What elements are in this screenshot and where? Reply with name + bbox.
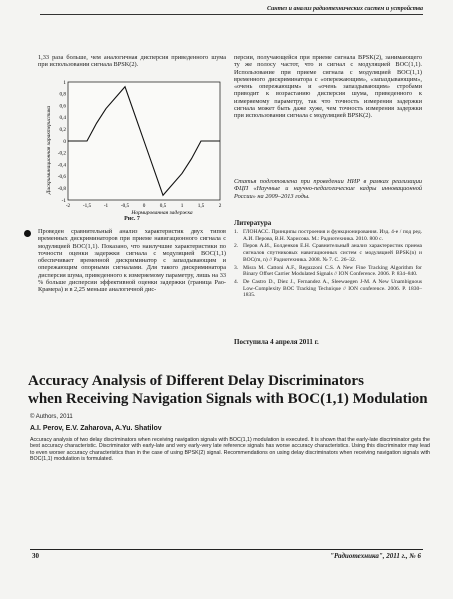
y-tick-label: 0	[63, 138, 66, 145]
left-body-paragraph: Проведен сравнительный анализ характеристик двух типов временных дискриминаторов при приеме навигационного сигнала с модуляцией BOC(1,1). Показано, что наилучшие характеристики по точности оценки задержки сигнала с модуляцией BOC(1,1) обеспечивает временной дискриминатор с запаздывающим и опережающим опорными сигналами. Для такого дискриминатора дисперсия шума, приведенного к измеряемому параметру, лишь на 33 % больше дисперсии эффективной оценки задержки (граница Рао-Крамера) и в 2,25 меньше аналогичной дис-	[38, 228, 226, 294]
y-tick-label: -0,6	[57, 174, 66, 181]
discriminator-chart	[38, 74, 226, 224]
running-header: Синтез и анализ радиотехнических систем и устройства	[40, 6, 423, 15]
y-tick-label: -1	[61, 197, 66, 204]
right-body-paragraph: персии, получающейся при приеме сигнала BPSK(2), занимающего ту же полосу частот, что и сигнал с модуляцией BOC(1,1). Использование при приеме сигнала с модуляцией BOC(1,1) временного дискриминатора с «опережающим», «запаздывающим», «очень опережающим» и «очень запаздывающим» стробами приводит к возрастанию дисперсия шума, приведенного к измеряемому параметру, так что точность измерения задержки сигнала может быть даже хуже, чем точность измерения задержки при использовании сигнала с модуляцией BPSK(2).	[234, 54, 422, 120]
x-tick-label: 1	[180, 203, 184, 209]
x-tick-label: 0,5	[159, 203, 167, 209]
x-tick-label: 0	[142, 203, 146, 209]
bullet-marker	[24, 230, 31, 237]
x-tick-label: -1,5	[82, 203, 92, 209]
reference-item: 4. De Castro D., Diez J., Fernandez A., Sleewaegen J-M. A New Unambiguous Low-Complexity BOC Tracking Technique // ION conference. 2006. P. 1830–1835.	[234, 278, 422, 299]
x-tick-label: -2	[65, 203, 71, 209]
y-tick-label: 0,6	[59, 103, 66, 110]
english-title	[28, 372, 448, 408]
journal-name: "Радиотехника", 2011 г., № 6	[330, 552, 421, 560]
reference-item: 1. ГЛОНАСС. Принципы построения и функционирования. Изд. 4-е / под ред. А.И. Перова, В.Н. Харисова. М.: Радиотехника. 2010. 800 с.	[234, 229, 422, 242]
x-tick-label: 1,5	[197, 203, 205, 209]
footer-rule	[30, 549, 423, 550]
y-tick-label: 0,8	[59, 91, 66, 98]
x-tick-label: 2	[218, 203, 222, 209]
y-tick-label: -0,4	[57, 162, 66, 169]
y-tick-label: -0,8	[57, 186, 66, 192]
chart-xlabel: Нормированная задержка	[131, 210, 193, 216]
references-heading: Литература	[234, 219, 272, 227]
y-tick-label: 1	[63, 79, 66, 86]
left-top-paragraph: 1,33 раза больше, чем аналогичная дисперсия приведенного шума при использовании сигнала BPSK(2).	[38, 54, 226, 69]
english-title-line-2: when Receiving Navigation Signals with BOC(1,1) Modulation	[28, 391, 428, 407]
acknowledgement: Статья подготовлена при проведении НИР в рамках реализации ФЦП «Научные и научно-педагогические кадры инновационной России» на 2009–2013 годы.	[234, 178, 422, 200]
x-tick-label: -1	[103, 203, 109, 209]
figure-caption: Рис. 7	[124, 216, 140, 222]
references-list	[234, 229, 422, 300]
x-tick-label: -0,5	[120, 203, 130, 209]
page-number: 30	[32, 552, 39, 560]
reference-item: 3. Misra M. Cattoni A.F., Regazzoni C.S. A New Fine Tracking Algorithm for Binary Offset Carrier Modulated Signals // ION Conference. 2006. P. 834–840.	[234, 264, 422, 278]
abstract: Accuracy analysis of two delay discriminators when receiving navigation signals with BOC(1,1) modulation is executed. It is shown that the early-late discriminator gets the best accuracy characteristic. Discriminator with early-late and very early-very late reference signals has worse accuracy characteristics. Using this discriminator may lead to even worser accuracy characteristics than in the case of using BPSK(2) signal. Recommendations on using delay discriminators when receiving navigation signals with BOC(1,1) modulation is formulated.	[30, 437, 430, 463]
chart-ylabel: Дискриминационная характеристика	[46, 105, 52, 195]
english-title-line-1: Accuracy Analysis of Different Delay Discriminators	[28, 373, 364, 389]
received-date: Поступила 4 апреля 2011 г.	[234, 338, 319, 346]
reference-item: 2. Перов А.И., Болденков Е.Н. Сравнительный анализ характеристик приема сигналов спутниковых навигационных систем с модуляцией BPSK(n) и BOC(m, n) // Радиотехника. 2008. № 7. С. 26–32.	[234, 243, 422, 263]
y-tick-label: -0,2	[57, 150, 66, 157]
authors: A.I. Perov, E.V. Zaharova, A.Yu. Shatilov	[30, 425, 162, 432]
y-tick-label: 0,4	[59, 115, 66, 122]
copyright: © Authors, 2011	[30, 414, 73, 420]
y-tick-label: 0,2	[59, 127, 66, 133]
